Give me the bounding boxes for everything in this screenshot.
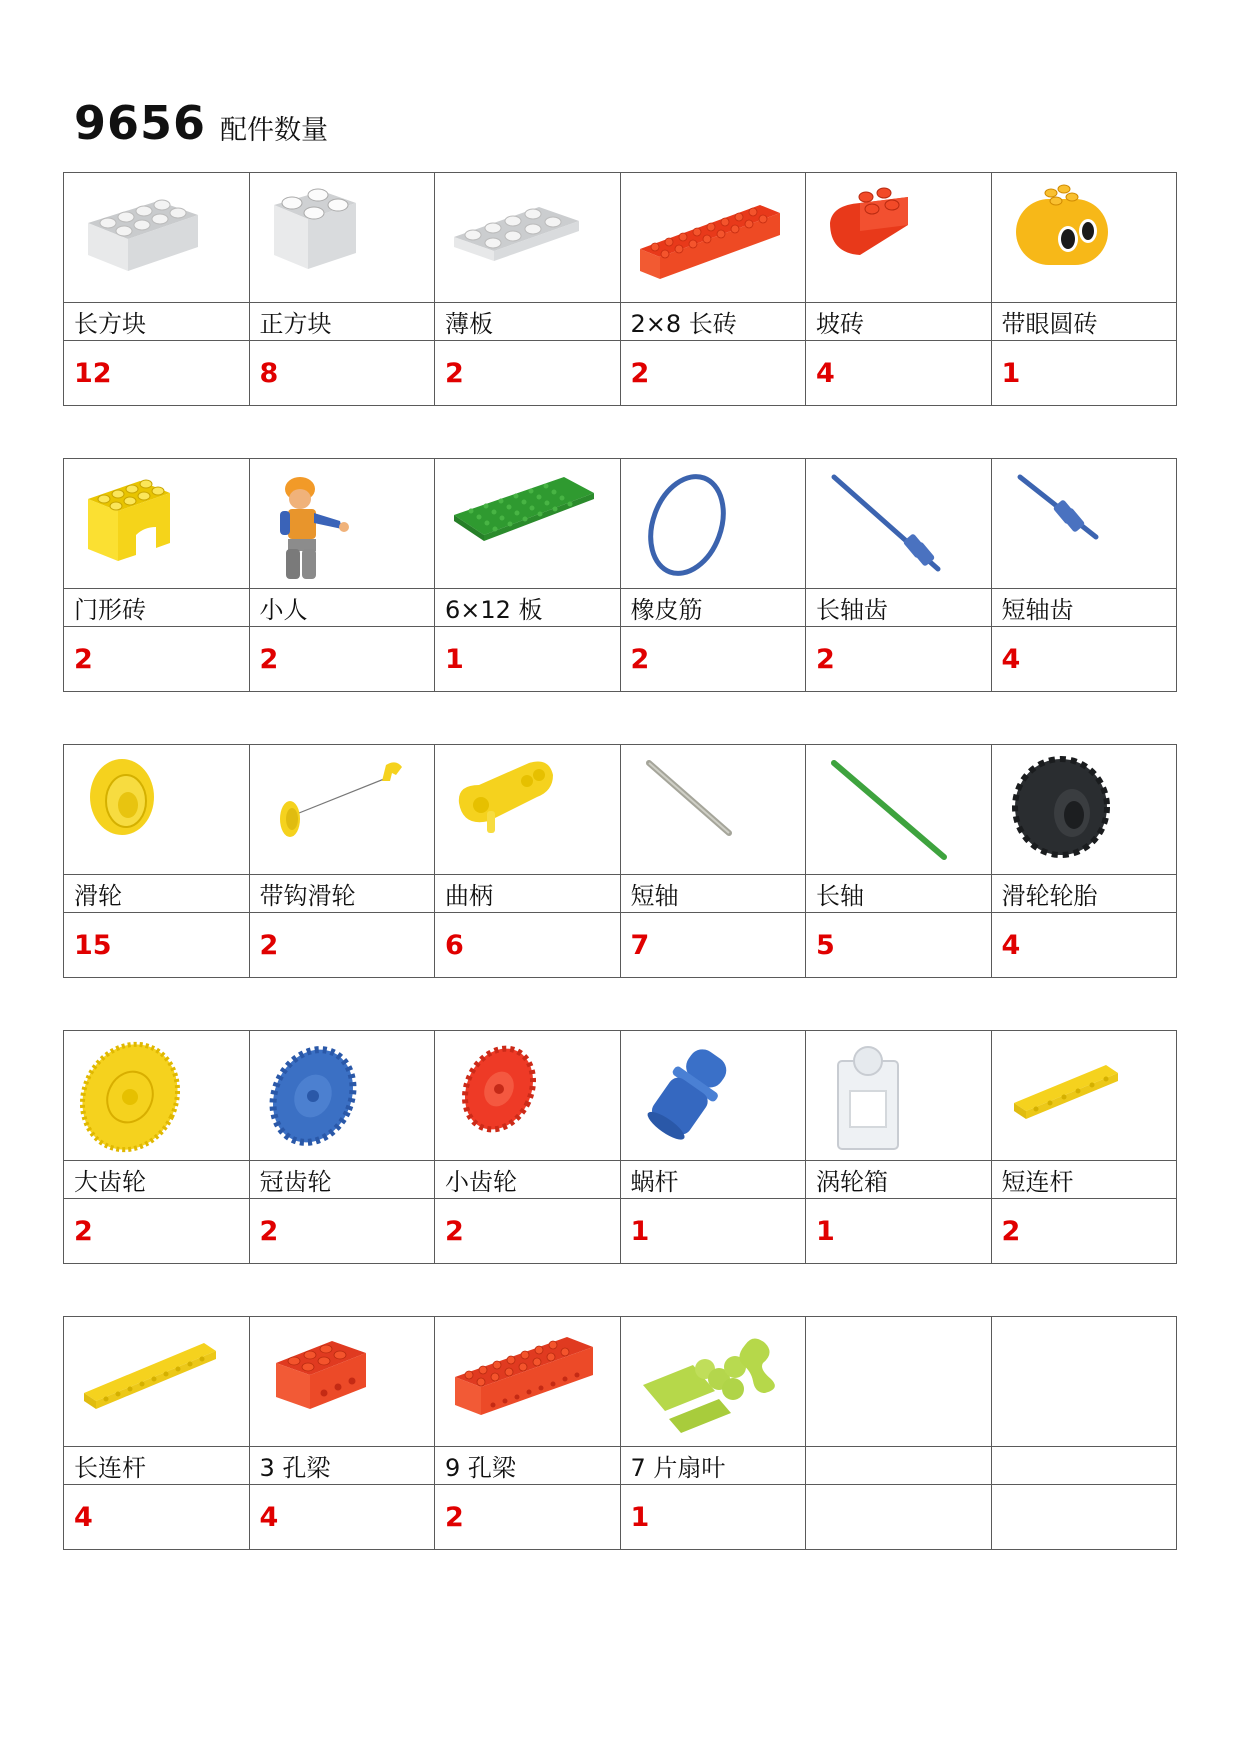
image-row [64,1031,1177,1161]
image-row [64,459,1177,589]
black-tire-icon [992,745,1177,874]
part-name: 3 孔梁 [249,1447,435,1485]
part-image-cell [249,745,435,875]
part-count: 4 [991,627,1177,692]
part-name: 长方块 [64,303,250,341]
part-name: 短轴 [620,875,806,913]
page-title [74,96,328,150]
count-row [64,1485,1177,1550]
part-image-cell [620,1031,806,1161]
part-count: 2 [435,1485,621,1550]
green-baseplate-icon [435,459,620,588]
part-image-cell [435,1317,621,1447]
part-name: 坡砖 [806,303,992,341]
red-small-gear-icon [435,1031,620,1160]
part-name: 短连杆 [991,1161,1177,1199]
part-count: 12 [64,341,250,406]
part-count: 6 [435,913,621,978]
count-row [64,1199,1177,1264]
part-count: 2 [435,341,621,406]
part-image-cell [435,173,621,303]
part-name: 短轴齿 [991,589,1177,627]
image-row [64,173,1177,303]
blue-worm-gear-icon [621,1031,806,1160]
part-name: 滑轮 [64,875,250,913]
part-image-cell [991,1031,1177,1161]
part-image-cell [64,1317,250,1447]
part-count: 2 [620,341,806,406]
part-count: 2 [435,1199,621,1264]
empty-count-cell [806,1485,992,1550]
part-name: 滑轮轮胎 [991,875,1177,913]
part-count: 4 [991,913,1177,978]
label-row [64,589,1177,627]
part-count: 2 [249,913,435,978]
part-image-cell [64,1031,250,1161]
count-row [64,913,1177,978]
part-name: 9 孔梁 [435,1447,621,1485]
part-image-cell [620,459,806,589]
part-name: 长连杆 [64,1447,250,1485]
part-image-cell [620,745,806,875]
part-image-cell [249,1317,435,1447]
long-axle-gear-icon [806,459,991,588]
label-row [64,1447,1177,1485]
part-image-cell [806,745,992,875]
empty-image-cell [991,1317,1177,1447]
part-image-cell [991,173,1177,303]
yellow-long-beam-icon [64,1317,249,1446]
parts-table-4 [63,1030,1177,1264]
part-name: 带眼圆砖 [991,303,1177,341]
label-row [64,303,1177,341]
red-slope-brick-icon [806,173,991,302]
part-image-cell [64,745,250,875]
part-image-cell [991,459,1177,589]
part-name: 门形砖 [64,589,250,627]
part-count: 4 [806,341,992,406]
part-name: 涡轮箱 [806,1161,992,1199]
part-count: 4 [64,1485,250,1550]
part-count: 1 [620,1485,806,1550]
label-row [64,1161,1177,1199]
part-image-cell [620,173,806,303]
part-count: 1 [806,1199,992,1264]
part-count: 2 [620,627,806,692]
part-count: 7 [620,913,806,978]
parts-table-2 [63,458,1177,692]
part-name: 冠齿轮 [249,1161,435,1199]
part-image-cell [249,1031,435,1161]
part-count: 2 [249,627,435,692]
label-row [64,875,1177,913]
grey-short-axle-icon [621,745,806,874]
part-name: 曲柄 [435,875,621,913]
part-count: 8 [249,341,435,406]
page-subtitle: 配件数量 [220,115,329,146]
part-name: 带钩滑轮 [249,875,435,913]
part-count: 1 [620,1199,806,1264]
worker-figure-icon [250,459,435,588]
part-image-cell [249,459,435,589]
white-2x2-brick-icon [250,173,435,302]
count-row [64,627,1177,692]
empty-label-cell [991,1447,1177,1485]
part-count: 2 [806,627,992,692]
part-image-cell [991,745,1177,875]
clear-gearbox-icon [806,1031,991,1160]
blue-rubber-band-icon [621,459,806,588]
part-name: 薄板 [435,303,621,341]
part-image-cell [435,459,621,589]
part-image-cell [435,1031,621,1161]
yellow-large-gear-icon [64,1031,249,1160]
empty-image-cell [806,1317,992,1447]
short-axle-gear-icon [992,459,1177,588]
part-name: 小人 [249,589,435,627]
part-count: 15 [64,913,250,978]
count-row [64,341,1177,406]
white-plate-icon [435,173,620,302]
green-fan-blades-icon [621,1317,806,1446]
part-count: 2 [991,1199,1177,1264]
green-long-axle-icon [806,745,991,874]
blue-crown-gear-icon [250,1031,435,1160]
part-name: 7 片扇叶 [620,1447,806,1485]
parts-table-5 [63,1316,1177,1550]
part-count: 2 [64,1199,250,1264]
part-image-cell [620,1317,806,1447]
part-name: 正方块 [249,303,435,341]
yellow-short-beam-icon [992,1031,1177,1160]
part-image-cell [806,1031,992,1161]
yellow-arch-brick-icon [64,459,249,588]
white-2x4-brick-icon [64,173,249,302]
part-name: 2×8 长砖 [620,303,806,341]
part-count: 1 [991,341,1177,406]
empty-count-cell [991,1485,1177,1550]
part-name: 长轴齿 [806,589,992,627]
part-name: 橡皮筋 [620,589,806,627]
part-name: 6×12 板 [435,589,621,627]
part-name: 长轴 [806,875,992,913]
image-row [64,745,1177,875]
red-9-hole-beam-icon [435,1317,620,1446]
empty-label-cell [806,1447,992,1485]
part-image-cell [249,173,435,303]
part-image-cell [64,173,250,303]
part-image-cell [64,459,250,589]
yellow-eye-brick-icon [992,173,1177,302]
part-image-cell [806,459,992,589]
part-image-cell [806,173,992,303]
part-count: 4 [249,1485,435,1550]
red-2x8-brick-icon [621,173,806,302]
yellow-crank-icon [435,745,620,874]
part-name: 蜗杆 [620,1161,806,1199]
model-number: 9656 [74,96,207,150]
part-count: 2 [64,627,250,692]
parts-table-1 [63,172,1177,406]
parts-table-3 [63,744,1177,978]
hook-pulley-icon [250,745,435,874]
part-name: 小齿轮 [435,1161,621,1199]
part-count: 1 [435,627,621,692]
part-name: 大齿轮 [64,1161,250,1199]
yellow-pulley-icon [64,745,249,874]
part-image-cell [435,745,621,875]
part-count: 5 [806,913,992,978]
image-row [64,1317,1177,1447]
red-3-hole-beam-icon [250,1317,435,1446]
part-count: 2 [249,1199,435,1264]
